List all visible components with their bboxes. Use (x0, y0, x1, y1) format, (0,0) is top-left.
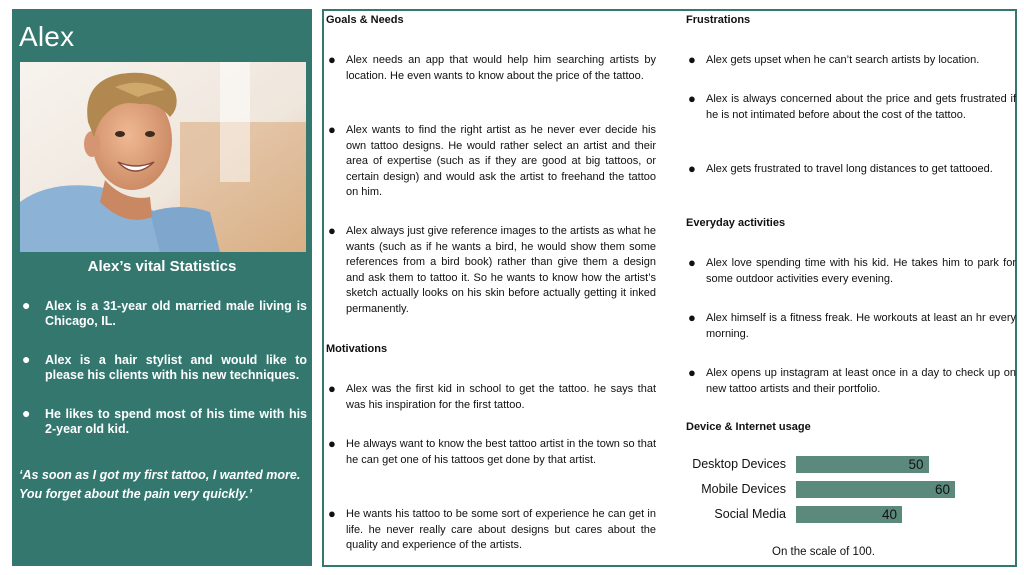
list-item (686, 256, 1016, 287)
stat-text: He likes to spend most of his time with his 2-year old kid. (45, 407, 307, 436)
bullet-icon: ● (688, 52, 696, 67)
bullet-icon: ● (328, 381, 336, 396)
activity-text: Alex love spending time with his kid. He takes him to park for some outdoor activities every evening. (706, 257, 1016, 285)
activity-text: Alex himself is a fitness freak. He workouts at least an hr every morning. (706, 312, 1016, 340)
bullet-icon: ● (328, 52, 336, 67)
bullet-icon: ● (22, 297, 31, 313)
vital-statistics-heading: Alex’s vital Statistics (87, 258, 237, 275)
list-item (686, 53, 1016, 69)
chart-scale-note: On the scale of 100. (772, 546, 875, 558)
activity-text: Alex opens up instagram at least once in a day to check up on new tattoo artists and their portfolio. (706, 367, 1016, 395)
chart-category-label: Mobile Devices (701, 482, 786, 496)
motivation-text: He always want to know the best tattoo artist in the town so that he can get one of his tattoos get done by that artist. (346, 438, 656, 466)
list-item (326, 507, 656, 554)
stat-text: Alex is a hair stylist and would like to please his clients with his new techniques. (45, 353, 307, 382)
portrait-image (20, 62, 306, 252)
bullet-icon: ● (22, 351, 31, 367)
bullet-icon: ● (328, 122, 336, 137)
bullet-icon: ● (688, 310, 696, 325)
persona-quote: ‘As soon as I got my first tattoo, I wanted more. You forget about the pain very quickly.’ (19, 468, 301, 501)
device-usage-heading: Device & Internet usage (686, 421, 811, 433)
bullet-icon: ● (688, 365, 696, 380)
goals-heading: Goals & Needs (326, 14, 404, 26)
bullet-icon: ● (688, 255, 696, 270)
list-item (326, 53, 656, 84)
list-item (19, 407, 307, 437)
bullet-icon: ● (22, 405, 31, 421)
goal-text: Alex always just give reference images to the artists as what he wants (such as if he wants a bird, he would show them some references from a bird book) rather than give them a design and ask them to tattoo it. So he wants to know how the artist’s sketch actually looks on his skin before actually getting it inked permanently. (346, 225, 656, 315)
activities-heading: Everyday activities (686, 217, 786, 229)
chart-category-label: Social Media (714, 507, 786, 521)
motivation-text: Alex was the first kid in school to get the tattoo. he says that was his inspiration for the first tattoo. (346, 383, 656, 411)
list-item (686, 311, 1016, 342)
list-item (326, 224, 656, 317)
goal-text: Alex needs an app that would help him searching artists by location. He even wants to know about the price of the tattoo. (346, 54, 656, 82)
bullet-icon: ● (688, 161, 696, 176)
device-usage-chart (686, 436, 1016, 558)
frustration-text: Alex is always concerned about the price and gets frustrated if he is not intimated before about the cost of the tattoo. (706, 93, 1016, 121)
details-panel (322, 9, 1017, 567)
vital-statistics-list (19, 299, 307, 461)
list-item (19, 299, 307, 329)
list-item (686, 366, 1016, 397)
list-item (19, 353, 307, 383)
chart-value-label: 40 (882, 507, 898, 522)
persona-name: Alex (19, 21, 75, 52)
persona-photo (20, 62, 306, 252)
persona-panel (12, 9, 312, 566)
motivations-heading: Motivations (326, 343, 388, 355)
chart-value-label: 60 (935, 482, 951, 497)
bullet-icon: ● (328, 436, 336, 451)
bullet-icon: ● (328, 223, 336, 238)
chart-category-label: Desktop Devices (692, 457, 786, 471)
goal-text: Alex wants to find the right artist as he never ever decide his own tattoo designs. He would rather select an artist and their area of expertise (such as if they are good at big tattoos, or certain design) and would ask the artist to freehand the tattoo on him. (346, 124, 656, 198)
chart-value-label: 50 (908, 457, 924, 472)
list-item (326, 382, 656, 413)
list-item (326, 437, 656, 468)
bullet-icon: ● (688, 91, 696, 106)
frustrations-heading: Frustrations (686, 14, 751, 26)
motivation-text: He wants his tattoo to be some sort of experience he can get in life. he never really care about designs but cares about the quality and experience of the artists. (346, 508, 656, 551)
bullet-icon: ● (328, 506, 336, 521)
list-item (686, 162, 1016, 178)
list-item (686, 92, 1016, 123)
list-item (326, 123, 656, 201)
chart-bar (796, 481, 955, 498)
frustration-text: Alex gets upset when he can’t search artists by location. (706, 54, 980, 66)
stat-text: Alex is a 31-year old married male living is Chicago, IL. (45, 299, 307, 328)
frustration-text: Alex gets frustrated to travel long distances to get tattooed. (706, 163, 993, 175)
